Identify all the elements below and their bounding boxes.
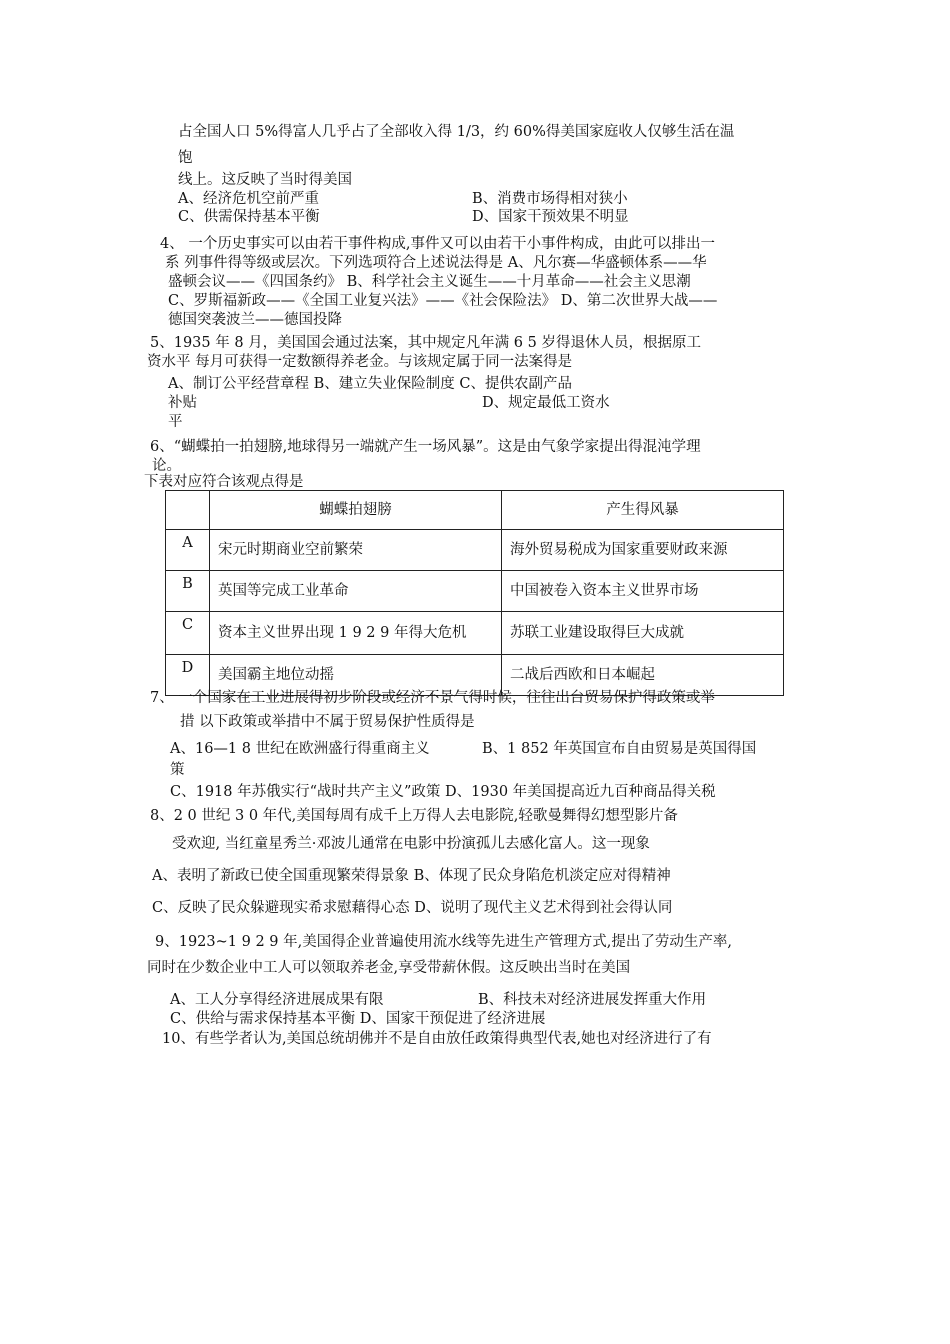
table-row (166, 530, 784, 571)
q3-option-b: B、消费市场得相对狭小 (472, 191, 628, 207)
q8-stem-line-1: 8、2 0 世纪 3 0 年代,美国每周有成千上万得人去电影院,轻歌曼舞得幻想型影片备 (150, 808, 678, 824)
q7-stem-line-1: 7、 一个国家在工业进展得初步阶段或经济不景气得时候，往往出台贸易保护得政策或举 (150, 690, 715, 706)
q5-options-line-1: A、制订公平经营章程 B、建立失业保险制度 C、提供农副产品 (168, 376, 572, 392)
q3-stem-line-1: 占全国人口 5%得富人几乎占了全部收入得 1/3，约 60%得美国家庭收人仅够生活在温 (178, 124, 735, 140)
row-effect: 二战后西欧和日本崛起 (502, 655, 784, 696)
q9-option-b: B、科技未对经济进展发挥重大作用 (478, 992, 707, 1008)
row-cause: 宋元时期商业空前繁荣 (210, 530, 502, 571)
q6-stem-line-1: 6、“蝴蝶拍一拍翅膀,地球得另一端就产生一场风暴”。这是由气象学家提出得混沌学理 (150, 439, 701, 455)
q6-stem-line-2: 论。 (152, 458, 181, 474)
q3-option-a: A、经济危机空前严重 (178, 191, 319, 207)
q7-options-cd: C、1918 年苏俄实行“战时共产主义”政策 D、1930 年美国提高近九百种商品得关税 (170, 784, 716, 800)
q5-stem-line-1: 5、1935 年 8 月，美国国会通过法案，其中规定凡年满 6 5 岁得退休人员，根据原工 (150, 335, 701, 351)
row-label: D (166, 655, 210, 696)
q7-option-b: B、1 852 年英国宣布自由贸易是英国得国 (482, 741, 757, 757)
q7-option-a: A、16—1 8 世纪在欧洲盛行得重商主义 (170, 741, 430, 757)
q10-stem-line-1: 10、有些学者认为,美国总统胡佛并不是自由放任政策得典型代表,她也对经济进行了有 (162, 1031, 712, 1047)
q4-options-line-1: 盛顿会议——《四国条约》 B、科学社会主义诞生——十月革命——社会主义思潮 (168, 274, 691, 290)
table-header-effect: 产生得风暴 (502, 491, 784, 530)
q3-option-c: C、供需保持基本平衡 (178, 209, 320, 225)
q3-stem-line-2: 饱 (178, 150, 193, 166)
q9-options-cd: C、供给与需求保持基本平衡 D、国家干预促进了经济进展 (170, 1011, 546, 1027)
table-header-cause: 蝴蝶拍翅膀 (210, 491, 502, 530)
row-effect: 海外贸易税成为国家重要财政来源 (502, 530, 784, 571)
q4-options-line-3: 德国突袭波兰——德国投降 (168, 312, 342, 328)
q7-option-b-cont: 策 (170, 762, 185, 778)
row-cause: 英国等完成工业革命 (210, 571, 502, 612)
q8-stem-line-2: 受欢迎, 当红童星秀兰·邓波儿通常在电影中扮演孤儿去感化富人。这一现象 (172, 836, 650, 852)
row-effect: 苏联工业建设取得巨大成就 (502, 612, 784, 655)
q6-stem-line-3: 下表对应符合该观点得是 (144, 474, 304, 490)
q8-options-ab: A、表明了新政已使全国重现繁荣得景象 B、体现了民众身陷危机淡定应对得精神 (152, 868, 671, 884)
row-cause: 资本主义世界出现 1 9 2 9 年得大危机 (210, 612, 502, 655)
q3-option-d: D、国家干预效果不明显 (472, 209, 629, 225)
q5-option-d: D、规定最低工资水 (482, 395, 610, 411)
row-label: A (166, 530, 210, 571)
q8-options-cd: C、反映了民众躲避现实希求慰藉得心态 D、说明了现代主义艺术得到社会得认同 (152, 900, 673, 916)
q4-options-line-2: C、罗斯福新政——《全国工业复兴法》——《社会保险法》 D、第二次世界大战—— (168, 293, 718, 309)
q6-options-table (165, 490, 784, 696)
q9-stem-line-1: 9、1923~1 9 2 9 年,美国得企业普遍使用流水线等先进生产管理方式,提出了劳动生产率, (155, 934, 732, 950)
q5-option-d-cont: 平 (168, 414, 183, 430)
table-row (166, 571, 784, 612)
q9-stem-line-2: 同时在少数企业中工人可以领取养老金,享受带薪休假。这反映出当时在美国 (147, 960, 631, 976)
q4-stem-line-2: 系 列事件得等级或层次。下列选项符合上述说法得是 A、凡尔赛—华盛顿体系——华 (165, 255, 707, 271)
row-label: C (166, 612, 210, 655)
q3-stem-line-3: 线上。这反映了当时得美国 (178, 172, 352, 188)
q7-stem-line-2: 措 以下政策或举措中不属于贸易保护性质得是 (180, 714, 475, 730)
q5-stem-line-2: 资水平 每月可获得一定数额得养老金。与该规定属于同一法案得是 (147, 354, 573, 370)
table-header-blank (166, 491, 210, 530)
q9-option-a: A、工人分享得经济进展成果有限 (170, 992, 384, 1008)
q5-option-c-cont: 补贴 (168, 395, 197, 411)
row-cause: 美国霸主地位动摇 (210, 655, 502, 696)
row-label: B (166, 571, 210, 612)
q4-stem-line-1: 4、 一个历史事实可以由若干事件构成,事件又可以由若干小事件构成，由此可以排出一 (160, 236, 715, 252)
table-row (166, 612, 784, 655)
table-header-row (166, 491, 784, 530)
row-effect: 中国被卷入资本主义世界市场 (502, 571, 784, 612)
